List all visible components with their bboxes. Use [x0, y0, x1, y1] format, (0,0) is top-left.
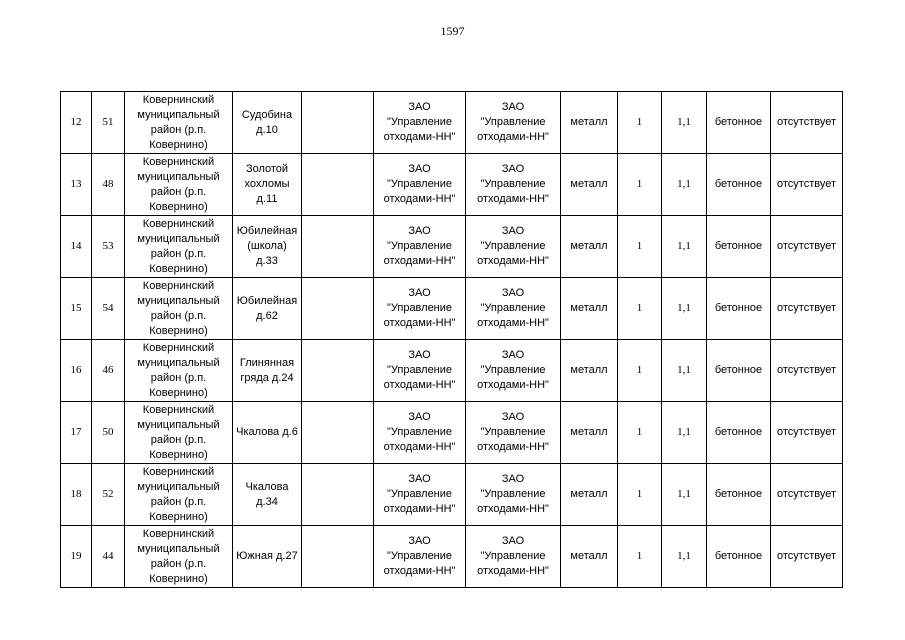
empty-cell	[302, 402, 374, 464]
address-cell: Юбилейная д.62	[233, 278, 302, 340]
fence-cell: отсутствует	[771, 340, 843, 402]
municipality-cell: Ковернинский муниципальный район (р.п. Ковернино)	[125, 464, 233, 526]
operator-cell: ЗАО "Управление отходами-НН"	[466, 526, 561, 588]
table-row	[61, 92, 843, 154]
operator-cell: ЗАО "Управление отходами-НН"	[466, 154, 561, 216]
empty-cell	[302, 340, 374, 402]
owner-cell: ЗАО "Управление отходами-НН"	[374, 154, 466, 216]
table-row	[61, 464, 843, 526]
volume-cell: 1,1	[662, 154, 707, 216]
municipality-cell: Ковернинский муниципальный район (р.п. Ковернино)	[125, 92, 233, 154]
row-number: 15	[61, 278, 92, 340]
page-number: 1597	[440, 24, 465, 38]
fence-cell: отсутствует	[771, 154, 843, 216]
site-id: 52	[92, 464, 125, 526]
table-row	[61, 340, 843, 402]
owner-cell: ЗАО "Управление отходами-НН"	[374, 216, 466, 278]
material-cell: металл	[561, 340, 618, 402]
site-id: 46	[92, 340, 125, 402]
material-cell: металл	[561, 402, 618, 464]
container-count-cell: 1	[618, 402, 662, 464]
surface-cell: бетонное	[707, 154, 771, 216]
address-cell: Чкалова д.34	[233, 464, 302, 526]
address-cell: Чкалова д.6	[233, 402, 302, 464]
municipality-cell: Ковернинский муниципальный район (р.п. Ковернино)	[125, 526, 233, 588]
surface-cell: бетонное	[707, 464, 771, 526]
site-id: 48	[92, 154, 125, 216]
container-count-cell: 1	[618, 340, 662, 402]
site-id: 53	[92, 216, 125, 278]
operator-cell: ЗАО "Управление отходами-НН"	[466, 402, 561, 464]
container-count-cell: 1	[618, 154, 662, 216]
volume-cell: 1,1	[662, 402, 707, 464]
surface-cell: бетонное	[707, 526, 771, 588]
material-cell: металл	[561, 216, 618, 278]
fence-cell: отсутствует	[771, 278, 843, 340]
empty-cell	[302, 526, 374, 588]
row-number: 16	[61, 340, 92, 402]
volume-cell: 1,1	[662, 464, 707, 526]
volume-cell: 1,1	[662, 92, 707, 154]
municipality-cell: Ковернинский муниципальный район (р.п. Ковернино)	[125, 402, 233, 464]
address-cell: Глинянная гряда д.24	[233, 340, 302, 402]
address-cell: Южная д.27	[233, 526, 302, 588]
site-id: 54	[92, 278, 125, 340]
empty-cell	[302, 92, 374, 154]
table-row	[61, 526, 843, 588]
site-id: 50	[92, 402, 125, 464]
owner-cell: ЗАО "Управление отходами-НН"	[374, 402, 466, 464]
table-row	[61, 402, 843, 464]
row-number: 17	[61, 402, 92, 464]
empty-cell	[302, 278, 374, 340]
volume-cell: 1,1	[662, 216, 707, 278]
fence-cell: отсутствует	[771, 402, 843, 464]
empty-cell	[302, 216, 374, 278]
row-number: 12	[61, 92, 92, 154]
address-cell: Юбилейная (школа) д.33	[233, 216, 302, 278]
container-count-cell: 1	[618, 216, 662, 278]
row-number: 19	[61, 526, 92, 588]
fence-cell: отсутствует	[771, 216, 843, 278]
owner-cell: ЗАО "Управление отходами-НН"	[374, 464, 466, 526]
container-count-cell: 1	[618, 278, 662, 340]
container-count-cell: 1	[618, 526, 662, 588]
row-number: 18	[61, 464, 92, 526]
surface-cell: бетонное	[707, 216, 771, 278]
operator-cell: ЗАО "Управление отходами-НН"	[466, 340, 561, 402]
material-cell: металл	[561, 278, 618, 340]
surface-cell: бетонное	[707, 92, 771, 154]
empty-cell	[302, 154, 374, 216]
address-cell: Золотой хохломы д.11	[233, 154, 302, 216]
municipality-cell: Ковернинский муниципальный район (р.п. Ковернино)	[125, 154, 233, 216]
volume-cell: 1,1	[662, 278, 707, 340]
operator-cell: ЗАО "Управление отходами-НН"	[466, 216, 561, 278]
operator-cell: ЗАО "Управление отходами-НН"	[466, 278, 561, 340]
fence-cell: отсутствует	[771, 526, 843, 588]
surface-cell: бетонное	[707, 278, 771, 340]
empty-cell	[302, 464, 374, 526]
municipality-cell: Ковернинский муниципальный район (р.п. Ковернино)	[125, 340, 233, 402]
surface-cell: бетонное	[707, 402, 771, 464]
owner-cell: ЗАО "Управление отходами-НН"	[374, 92, 466, 154]
row-number: 13	[61, 154, 92, 216]
table-row	[61, 154, 843, 216]
table-row	[61, 278, 843, 340]
operator-cell: ЗАО "Управление отходами-НН"	[466, 92, 561, 154]
volume-cell: 1,1	[662, 340, 707, 402]
container-count-cell: 1	[618, 464, 662, 526]
fence-cell: отсутствует	[771, 92, 843, 154]
material-cell: металл	[561, 154, 618, 216]
material-cell: металл	[561, 526, 618, 588]
container-count-cell: 1	[618, 92, 662, 154]
fence-cell: отсутствует	[771, 464, 843, 526]
material-cell: металл	[561, 92, 618, 154]
municipality-cell: Ковернинский муниципальный район (р.п. Ковернино)	[125, 278, 233, 340]
volume-cell: 1,1	[662, 526, 707, 588]
owner-cell: ЗАО "Управление отходами-НН"	[374, 526, 466, 588]
owner-cell: ЗАО "Управление отходами-НН"	[374, 340, 466, 402]
site-id: 44	[92, 526, 125, 588]
municipality-cell: Ковернинский муниципальный район (р.п. Ковернино)	[125, 216, 233, 278]
row-number: 14	[61, 216, 92, 278]
registry-table	[60, 91, 843, 588]
material-cell: металл	[561, 464, 618, 526]
owner-cell: ЗАО "Управление отходами-НН"	[374, 278, 466, 340]
surface-cell: бетонное	[707, 340, 771, 402]
site-id: 51	[92, 92, 125, 154]
address-cell: Судобина д.10	[233, 92, 302, 154]
table-row	[61, 216, 843, 278]
operator-cell: ЗАО "Управление отходами-НН"	[466, 464, 561, 526]
